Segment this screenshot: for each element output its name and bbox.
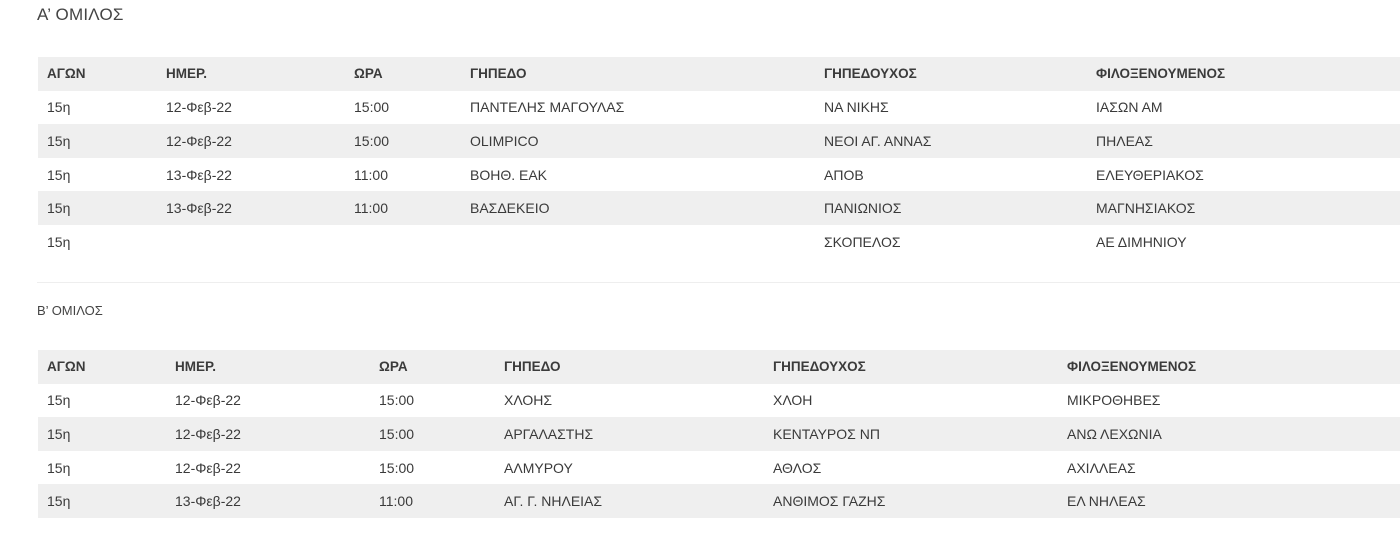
cell-time: 15:00 (370, 384, 495, 418)
cell-venue: ΧΛΟΗΣ (495, 384, 764, 418)
col-header-time: ΩΡΑ (345, 57, 461, 91)
cell-home-team: ΑΘΛΟΣ (764, 451, 1058, 485)
cell-match: 15η (38, 124, 157, 158)
cell-venue: ΒΑΣΔΕΚΕΙΟ (461, 191, 815, 225)
table-row (38, 384, 1400, 418)
cell-time: 15:00 (370, 451, 495, 485)
cell-home-team: ΑΠΟΒ (815, 158, 1087, 192)
cell-date: 13-Φεβ-22 (157, 158, 345, 192)
table-row (38, 91, 1400, 125)
cell-away-team: ΜΑΓΝΗΣΙΑΚΟΣ (1087, 191, 1400, 225)
cell-away-team: ΕΛΕΥΘΕΡΙΑΚΟΣ (1087, 158, 1400, 192)
cell-date: 13-Φεβ-22 (157, 191, 345, 225)
cell-match: 15η (38, 417, 166, 451)
cell-date: 12-Φεβ-22 (157, 124, 345, 158)
col-header-away-team: ΦΙΛΟΞΕΝΟΥΜΕΝΟΣ (1087, 57, 1400, 91)
col-header-venue: ΓΗΠΕΔΟ (461, 57, 815, 91)
col-header-home-team: ΓΗΠΕΔΟΥΧΟΣ (764, 350, 1058, 384)
cell-time: 15:00 (345, 91, 461, 125)
cell-venue: ΠΑΝΤΕΛΗΣ ΜΑΓΟΥΛΑΣ (461, 91, 815, 125)
cell-home-team: ΝΕΟΙ ΑΓ. ΑΝΝΑΣ (815, 124, 1087, 158)
cell-match: 15η (38, 91, 157, 125)
col-header-date: ΗΜΕΡ. (157, 57, 345, 91)
cell-venue: ΒΟΗΘ. ΕΑΚ (461, 158, 815, 192)
group-a-table-header (38, 57, 1400, 91)
table-row (38, 451, 1400, 485)
cell-home-team: ΧΛΟΗ (764, 384, 1058, 418)
cell-time: 15:00 (345, 124, 461, 158)
cell-home-team: ΠΑΝΙΩΝΙΟΣ (815, 191, 1087, 225)
col-header-time: ΩΡΑ (370, 350, 495, 384)
col-header-match: ΑΓΩΝ (38, 350, 166, 384)
cell-away-team: ΕΛ ΝΗΛΕΑΣ (1058, 484, 1400, 518)
col-header-venue: ΓΗΠΕΔΟ (495, 350, 764, 384)
group-a-title: Α’ ΟΜΙΛΟΣ (37, 5, 124, 24)
table-row (38, 225, 1400, 259)
table-row (38, 124, 1400, 158)
cell-venue: ΑΛΜΥΡΟΥ (495, 451, 764, 485)
cell-away-team: ΜΙΚΡΟΘΗΒΕΣ (1058, 384, 1400, 418)
cell-match: 15η (38, 451, 166, 485)
section-divider (37, 282, 1400, 283)
cell-venue: ΑΡΓΑΛΑΣΤΗΣ (495, 417, 764, 451)
group-b-title: Β’ ΟΜΙΛΟΣ (37, 303, 103, 318)
col-header-match: ΑΓΩΝ (38, 57, 157, 91)
cell-home-team: ΣΚΟΠΕΛΟΣ (815, 225, 1087, 259)
cell-date: 12-Φεβ-22 (166, 384, 370, 418)
cell-time: 11:00 (370, 484, 495, 518)
cell-home-team: ΝΑ ΝΙΚΗΣ (815, 91, 1087, 125)
group-a-table-body (38, 91, 1400, 259)
cell-away-team: ΠΗΛΕΑΣ (1087, 124, 1400, 158)
cell-home-team: ΚΕΝΤΑΥΡΟΣ ΝΠ (764, 417, 1058, 451)
cell-match: 15η (38, 384, 166, 418)
col-header-date: ΗΜΕΡ. (166, 350, 370, 384)
cell-match: 15η (38, 484, 166, 518)
table-row (38, 191, 1400, 225)
cell-time: 11:00 (345, 191, 461, 225)
header-row (38, 57, 1400, 91)
cell-date: 12-Φεβ-22 (166, 417, 370, 451)
group-b-fixtures-table (38, 350, 1400, 518)
cell-venue: ΑΓ. Γ. ΝΗΛΕΙΑΣ (495, 484, 764, 518)
cell-away-team: ΙΑΣΩΝ ΑΜ (1087, 91, 1400, 125)
cell-time: 15:00 (370, 417, 495, 451)
cell-date: 13-Φεβ-22 (166, 484, 370, 518)
group-b-table-body (38, 384, 1400, 518)
header-row (38, 350, 1400, 384)
cell-match: 15η (38, 225, 157, 259)
col-header-away-team: ΦΙΛΟΞΕΝΟΥΜΕΝΟΣ (1058, 350, 1400, 384)
col-header-home-team: ΓΗΠΕΔΟΥΧΟΣ (815, 57, 1087, 91)
table-row (38, 484, 1400, 518)
cell-match: 15η (38, 158, 157, 192)
cell-date (157, 225, 345, 259)
cell-time: 11:00 (345, 158, 461, 192)
cell-away-team: ΑΝΩ ΛΕΧΩΝΙΑ (1058, 417, 1400, 451)
cell-date: 12-Φεβ-22 (157, 91, 345, 125)
table-row (38, 158, 1400, 192)
group-a-fixtures-table (38, 57, 1400, 259)
cell-away-team: ΑΕ ΔΙΜΗΝΙΟΥ (1087, 225, 1400, 259)
cell-home-team: ΑΝΘΙΜΟΣ ΓΑΖΗΣ (764, 484, 1058, 518)
cell-match: 15η (38, 191, 157, 225)
cell-date: 12-Φεβ-22 (166, 451, 370, 485)
cell-venue (461, 225, 815, 259)
group-b-table-header (38, 350, 1400, 384)
cell-venue: OLIMPICO (461, 124, 815, 158)
cell-away-team: ΑΧΙΛΛΕΑΣ (1058, 451, 1400, 485)
table-row (38, 417, 1400, 451)
cell-time (345, 225, 461, 259)
